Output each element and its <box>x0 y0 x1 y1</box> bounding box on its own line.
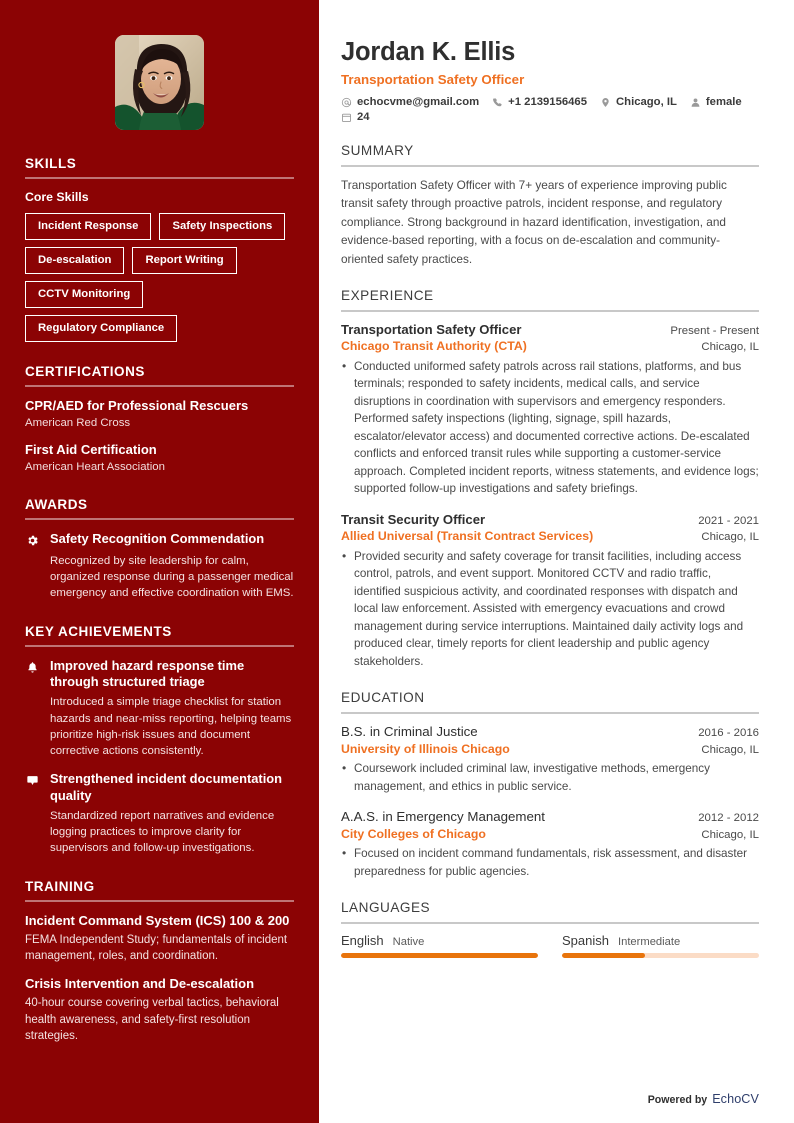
contact-email-value: echocvme@gmail.com <box>357 96 480 109</box>
contact-phone-value: +1 2139156465 <box>508 96 588 109</box>
bell-icon <box>25 659 40 676</box>
contact-email <box>341 96 479 108</box>
certification-org: American Heart Association <box>25 461 165 474</box>
achievement-item <box>25 771 294 856</box>
experience-heading: EXPERIENCE <box>341 288 434 303</box>
award-item <box>25 531 294 602</box>
profile-photo <box>115 35 204 130</box>
brand-name: EchoCV <box>712 1092 759 1106</box>
language-item <box>562 933 759 958</box>
experience-org-row <box>341 528 759 545</box>
experience-title-row <box>341 321 759 338</box>
language-name: Spanish <box>562 933 609 949</box>
skill-chip: Incident Response <box>25 213 151 240</box>
achievement-item <box>25 658 294 760</box>
experience-organization: Allied Universal (Transit Contract Services) <box>341 529 594 543</box>
education-location: Chicago, IL <box>701 743 759 756</box>
location-pin-icon <box>600 97 611 108</box>
certification-name: First Aid Certification <box>25 442 157 458</box>
phone-icon <box>492 97 503 108</box>
award-title-row <box>25 531 294 549</box>
experience-title: Transit Security Officer <box>341 511 486 527</box>
education-date: 2016 - 2016 <box>698 727 759 740</box>
award-description: Recognized by site leadership for calm, organized response during a passenger medical emergency and effective coordination with EMS. <box>50 555 294 600</box>
section-education <box>341 690 759 880</box>
contact-location <box>600 96 677 108</box>
education-item <box>341 723 759 795</box>
awards-heading: AWARDS <box>25 497 88 513</box>
training-description: 40-hour course covering verbal tactics, behavioral health awareness, and safety-first resolution strategies. <box>25 997 279 1043</box>
divider <box>25 177 294 179</box>
education-item <box>341 808 759 880</box>
certification-org: American Red Cross <box>25 417 131 430</box>
contact-gender <box>690 96 742 108</box>
language-proficiency-fill <box>341 953 538 958</box>
language-proficiency-bar <box>341 953 538 958</box>
skill-chip: Regulatory Compliance <box>25 315 177 342</box>
section-summary <box>341 143 759 268</box>
training-item <box>25 913 294 965</box>
contact-phone <box>492 96 587 108</box>
sidebar <box>0 0 319 1123</box>
education-heading: EDUCATION <box>341 690 425 706</box>
speech-bubble-icon <box>25 772 40 789</box>
divider <box>341 165 759 167</box>
bullet: • Provided security and safety coverage for transit facilities, including access control, patrols, and event support. Monitored CCTV and radio traffic, identified suspicious activity, and coordinated responses with dispatch and local law enforcement. Assisted with emergency evacuations and crowd management during service interruptions. Maintained daily activity logs and produced clear, timely reports for client leadership and public agency stakeholders. <box>341 548 759 671</box>
certification-item <box>25 442 294 475</box>
education-degree: A.A.S. in Emergency Management <box>341 809 545 825</box>
language-list <box>341 933 759 958</box>
skills-group-title: Core Skills <box>25 190 89 204</box>
language-item <box>341 933 538 958</box>
language-level: Native <box>392 936 425 949</box>
experience-date: 2021 - 2021 <box>698 514 759 527</box>
bullet: • Focused on incident command fundamentals, risk assessment, and disaster preparedness for public agencies. <box>341 845 759 880</box>
candidate-name: Jordan K. Ellis <box>341 38 516 66</box>
skill-chip: De-escalation <box>25 247 124 274</box>
divider <box>25 385 294 387</box>
achievement-title: Improved hazard response time through structured triage <box>50 657 245 690</box>
skills-heading: SKILLS <box>25 156 77 171</box>
experience-item <box>341 511 759 670</box>
experience-bullets <box>341 358 759 498</box>
bullet: • Coursework included criminal law, investigative methods, emergency management, and ethics in public service. <box>341 760 759 795</box>
language-head <box>562 933 759 948</box>
experience-organization: Chicago Transit Authority (CTA) <box>341 339 527 354</box>
contact-gender-value: female <box>705 96 742 109</box>
section-awards <box>25 497 294 602</box>
language-proficiency-bar <box>562 953 759 958</box>
candidate-role: Transportation Safety Officer <box>341 72 525 88</box>
award-title: Safety Recognition Commendation <box>50 531 265 547</box>
training-name: Crisis Intervention and De-escalation <box>25 975 255 991</box>
calendar-icon <box>341 112 352 123</box>
experience-title-row <box>341 511 759 528</box>
language-level: Intermediate <box>617 936 681 949</box>
achievement-title: Strengthened incident documentation quality <box>50 771 283 803</box>
bullet: • Conducted uniformed safety patrols across rail stations, platforms, and bus terminals; responded to safety incidents, medical calls, and service disruptions in coordination with supervisors and emergency responders. Performed safety inspections (lighting, signage, spill hazards, escalator/elevator access) and documented corrective actions. De-escalated conflicts and enforced transit rules while supporting a customer-service approach. Completed incident reports, witness statements, and evidence logs; supported follow-up investigations and safety briefings. <box>341 358 759 498</box>
education-institution: University of Illinois Chicago <box>341 741 510 756</box>
certification-item <box>25 398 294 431</box>
section-languages <box>341 900 759 958</box>
section-key-achievements <box>25 624 294 857</box>
certifications-heading: CERTIFICATIONS <box>25 363 145 379</box>
languages-heading: LANGUAGES <box>341 900 431 916</box>
experience-location: Chicago, IL <box>701 341 759 354</box>
footer <box>648 1092 759 1106</box>
experience-location: Chicago, IL <box>701 531 759 543</box>
contact-age-value: 24 <box>357 111 370 124</box>
language-proficiency-fill <box>562 953 645 958</box>
divider <box>341 310 759 312</box>
experience-date: Present - Present <box>670 325 759 337</box>
education-location: Chicago, IL <box>701 828 759 841</box>
education-degree: B.S. in Criminal Justice <box>341 724 478 740</box>
divider <box>25 900 294 902</box>
section-certifications <box>25 364 294 475</box>
education-org-row <box>341 741 759 758</box>
section-training <box>25 879 294 1045</box>
contact-info <box>341 96 759 123</box>
education-org-row <box>341 826 759 843</box>
key-achievements-heading: KEY ACHIEVEMENTS <box>25 623 172 639</box>
achievement-title-row <box>25 771 294 804</box>
main-content <box>319 0 794 1123</box>
skill-chip-list <box>25 213 294 342</box>
achievement-description: Standardized report narratives and evidence logging practices to improve clarity for supervisors and follow-up investigations. <box>50 809 275 855</box>
experience-bullets <box>341 548 759 671</box>
email-icon <box>341 97 352 108</box>
summary-heading: SUMMARY <box>341 143 414 159</box>
education-bullets <box>341 845 759 880</box>
training-name: Incident Command System (ICS) 100 & 200 <box>25 912 290 928</box>
skill-chip: Safety Inspections <box>159 213 285 240</box>
divider <box>25 518 294 520</box>
language-head <box>341 933 538 948</box>
gear-icon <box>25 532 40 549</box>
education-institution: City Colleges of Chicago <box>341 826 486 841</box>
powered-by-label: Powered by <box>647 1094 708 1106</box>
experience-item <box>341 321 759 498</box>
training-heading: TRAINING <box>25 878 95 894</box>
skill-chip: CCTV Monitoring <box>25 281 143 308</box>
summary-text: Transportation Safety Officer with 7+ years of experience improving public transit safety through proactive patrols, incident response, and regulatory compliance. Strong background in hazard identification, investigation, and evidence-based reporting, with a focus on de-escalation and community-oriented safety practices. <box>341 178 727 266</box>
contact-location-value: Chicago, IL <box>616 96 677 109</box>
skill-chip: Report Writing <box>132 247 236 274</box>
divider <box>341 922 759 924</box>
experience-title: Transportation Safety Officer <box>341 322 522 337</box>
certification-name: CPR/AED for Professional Rescuers <box>25 397 249 413</box>
education-date: 2012 - 2012 <box>698 812 759 825</box>
person-icon <box>690 97 701 108</box>
achievement-title-row <box>25 658 294 691</box>
section-skills <box>25 156 294 342</box>
experience-org-row <box>341 338 759 355</box>
divider <box>341 712 759 714</box>
language-name: English <box>341 933 384 949</box>
education-bullets <box>341 760 759 795</box>
education-title-row <box>341 808 759 825</box>
training-item <box>25 976 294 1045</box>
section-experience <box>341 288 759 670</box>
profile-photo-wrapper <box>25 35 294 130</box>
training-description: FEMA Independent Study; fundamentals of incident management, roles, and coordination. <box>25 934 288 963</box>
divider <box>25 645 294 647</box>
achievement-description: Introduced a simple triage checklist for station hazards and near-miss reporting, helping teams prioritize high-risk issues and document corrective actions consistently. <box>50 696 292 757</box>
contact-age <box>341 111 370 123</box>
education-title-row <box>341 723 759 740</box>
